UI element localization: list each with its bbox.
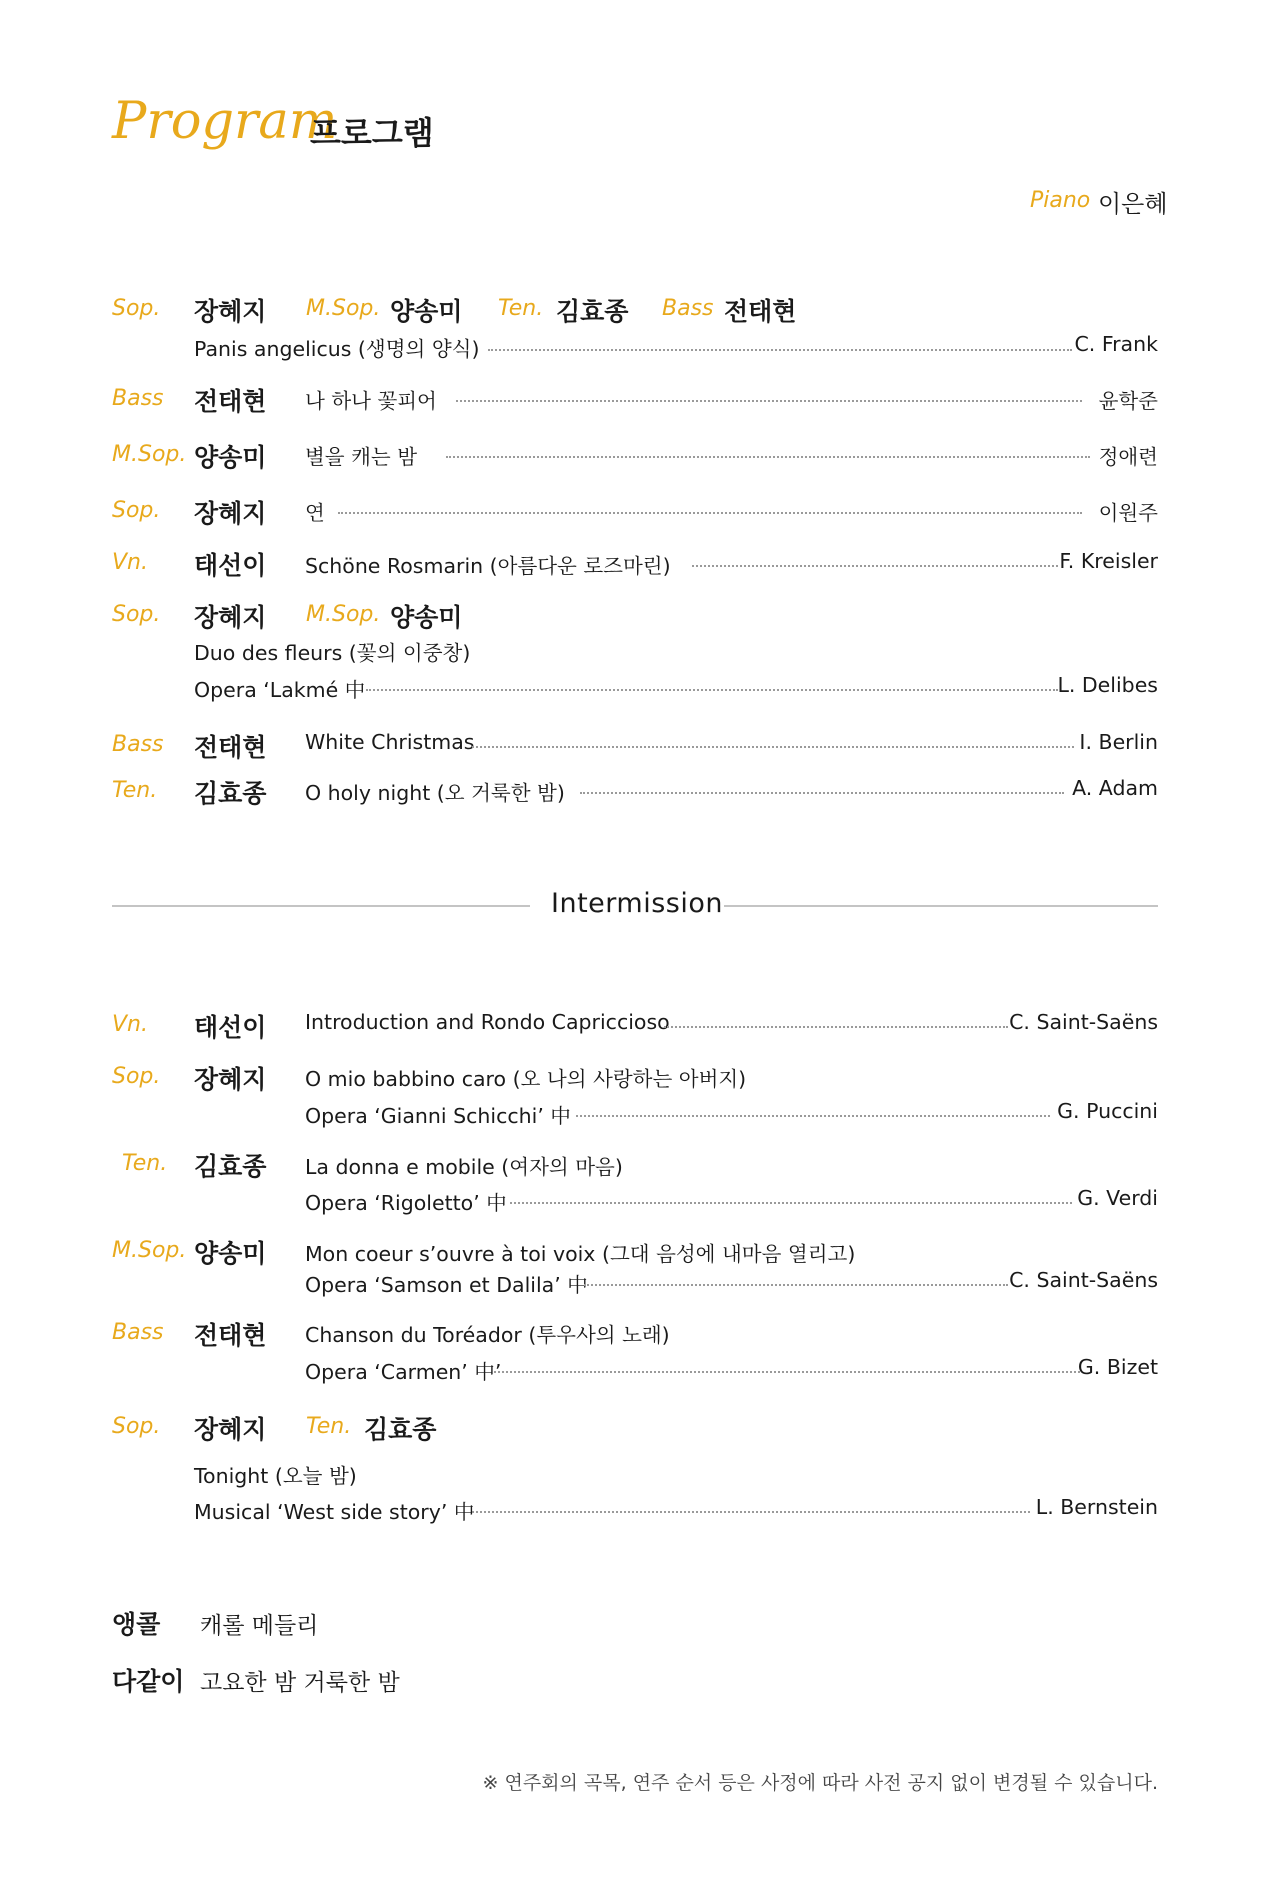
opera-source: Opera ‘Gianni Schicchi’ 中 [305, 1104, 571, 1128]
composer-name: F. Kreisler [1059, 549, 1158, 573]
song-title: Mon coeur s’ouvre à toi voix (그대 음성에 내마음 열리고) [305, 1242, 856, 1266]
performer-name: 양송미 [194, 443, 267, 472]
performer-name: 양송미 [194, 1239, 267, 1268]
composer-name: 이원주 [1098, 501, 1158, 525]
opera-source: Opera ‘Carmen’ 中’ [305, 1360, 502, 1384]
song-title: Schöne Rosmarin (아름다운 로즈마린) [305, 554, 671, 578]
role-label: Bass [112, 1320, 164, 1345]
role-label: Ten. [112, 778, 158, 803]
performer-name: 전태현 [724, 297, 797, 326]
opera-source: Opera ‘Samson et Dalila’ 中 [305, 1273, 588, 1297]
leader-dots [472, 1511, 1030, 1513]
role-label: Ten. [498, 296, 544, 321]
leader-dots [338, 512, 1082, 514]
song-title: Introduction and Rondo Capriccioso [305, 1010, 670, 1034]
opera-source: Opera ‘Lakmé 中 [194, 678, 366, 702]
performer-name: 장혜지 [194, 603, 267, 632]
composer-name: C. Saint-Saëns [1009, 1010, 1158, 1034]
song-title: 나 하나 꽃피어 [305, 389, 437, 413]
song-title: O holy night (오 거룩한 밤) [305, 781, 565, 805]
role-label: Sop. [112, 602, 161, 627]
performer-name: 김효종 [194, 779, 267, 808]
leader-dots [580, 792, 1064, 794]
performer-name: 장혜지 [194, 297, 267, 326]
role-label: Bass [662, 296, 714, 321]
performer-name: 전태현 [194, 1321, 267, 1350]
role-label: Vn. [112, 550, 148, 575]
song-title: Panis angelicus (생명의 양식) [194, 337, 480, 361]
role-label: M.Sop. [306, 296, 381, 321]
intermission-label: Intermission [551, 888, 723, 919]
leader-dots [446, 456, 1090, 458]
composer-name: 정애련 [1098, 445, 1158, 469]
song-title: Tonight (오늘 밤) [194, 1464, 357, 1488]
composer-name: A. Adam [1072, 776, 1158, 800]
piano-role-label: Piano [1030, 188, 1091, 213]
song-title: 별을 캐는 밤 [305, 445, 418, 469]
performer-name: 김효종 [194, 1152, 267, 1181]
composer-name: G. Puccini [1057, 1099, 1158, 1123]
role-label: M.Sop. [112, 1238, 187, 1263]
song-title: La donna e mobile (여자의 마음) [305, 1155, 623, 1179]
performer-name: 김효종 [364, 1415, 437, 1444]
leader-dots [494, 1371, 1080, 1373]
leader-dots [510, 1202, 1072, 1204]
performer-name: 태선이 [194, 1013, 267, 1042]
role-label: M.Sop. [306, 602, 381, 627]
encore-text: 캐롤 메들리 [200, 1613, 319, 1639]
performer-name: 장혜지 [194, 1415, 267, 1444]
performer-name: 양송미 [390, 603, 463, 632]
leader-dots [366, 689, 1058, 691]
role-label: Sop. [112, 1414, 161, 1439]
composer-name: C. Frank [1074, 332, 1158, 356]
footnote: ※ 연주회의 곡목, 연주 순서 등은 사정에 따라 사전 공지 없이 변경될 수 있습니다. [482, 1772, 1158, 1794]
role-label: Bass [112, 386, 164, 411]
composer-name: L. Delibes [1057, 673, 1158, 697]
performer-name: 태선이 [194, 551, 267, 580]
song-title: 연 [305, 501, 325, 525]
leader-dots [664, 1026, 1008, 1028]
role-label: Ten. [306, 1414, 352, 1439]
composer-name: C. Saint-Saëns [1009, 1268, 1158, 1292]
performer-name: 전태현 [194, 387, 267, 416]
role-label: M.Sop. [112, 442, 187, 467]
opera-source: Musical ‘West side story’ 中 [194, 1500, 475, 1524]
song-title: Duo des fleurs (꽃의 이중창) [194, 641, 471, 665]
together-label: 다같이 [112, 1667, 185, 1696]
song-title: Chanson du Toréador (투우사의 노래) [305, 1323, 670, 1347]
leader-dots [692, 565, 1058, 567]
composer-name: G. Bizet [1077, 1355, 1158, 1379]
divider-left [112, 905, 530, 907]
composer-name: G. Verdi [1077, 1186, 1158, 1210]
composer-name: I. Berlin [1079, 730, 1158, 754]
program-title-en: Program [112, 92, 338, 151]
leader-dots [456, 400, 1082, 402]
performer-name: 김효종 [556, 297, 629, 326]
program-title-ko: 프로그램 [310, 114, 434, 152]
performer-name: 장혜지 [194, 499, 267, 528]
together-text: 고요한 밤 거룩한 밤 [200, 1670, 400, 1696]
composer-name: L. Bernstein [1035, 1495, 1158, 1519]
opera-source: Opera ‘Rigoletto’ 中 [305, 1191, 507, 1215]
role-label: Sop. [112, 296, 161, 321]
piano-performer-name: 이은혜 [1098, 190, 1168, 218]
composer-name: 윤학준 [1098, 389, 1158, 413]
song-title: O mio babbino caro (오 나의 사랑하는 아버지) [305, 1067, 747, 1091]
leader-dots [472, 746, 1074, 748]
leader-dots [584, 1284, 1008, 1286]
performer-name: 양송미 [390, 297, 463, 326]
song-title: White Christmas [305, 730, 475, 754]
performer-name: 장혜지 [194, 1065, 267, 1094]
leader-dots [488, 349, 1072, 351]
role-label: Sop. [112, 498, 161, 523]
encore-label: 앵콜 [112, 1610, 161, 1639]
role-label: Ten. [122, 1151, 168, 1176]
role-label: Vn. [112, 1012, 148, 1037]
role-label: Bass [112, 732, 164, 757]
role-label: Sop. [112, 1064, 161, 1089]
divider-right [724, 905, 1158, 907]
performer-name: 전태현 [194, 733, 267, 762]
leader-dots [576, 1115, 1050, 1117]
